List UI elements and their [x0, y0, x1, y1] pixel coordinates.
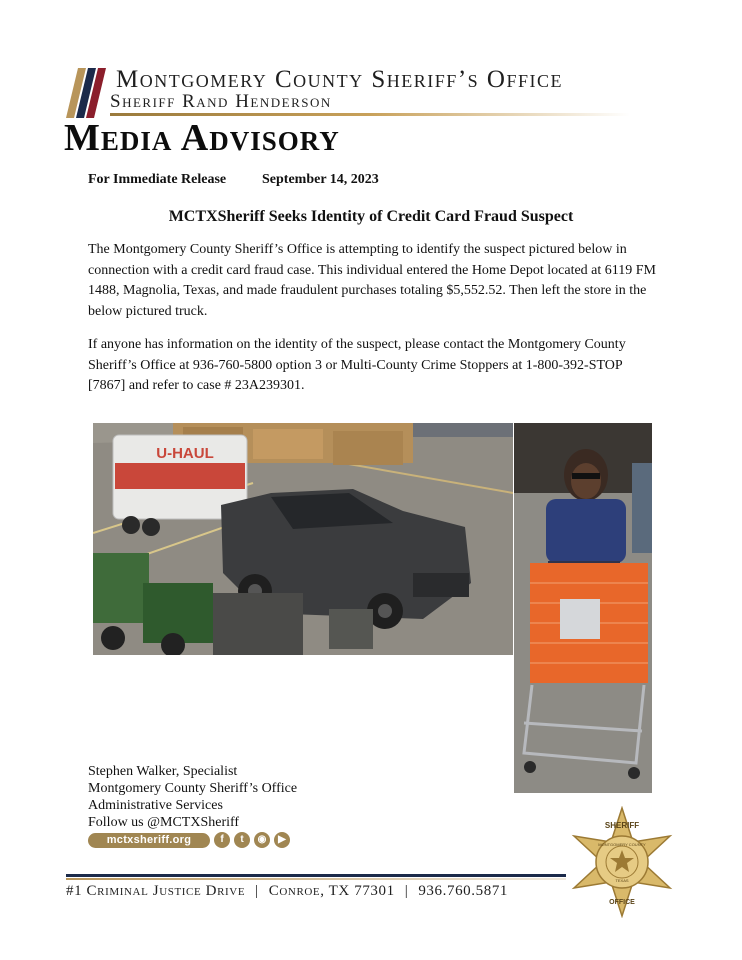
svg-text:MONTGOMERY COUNTY: MONTGOMERY COUNTY — [598, 842, 646, 847]
twitter-icon[interactable]: t — [234, 832, 250, 848]
release-date: September 14, 2023 — [262, 172, 379, 187]
footer-divider-gold — [66, 878, 566, 880]
footer-city: Conroe, TX 77301 — [268, 883, 395, 899]
sheriff-badge-icon — [566, 806, 678, 918]
truck-surveillance-photo — [93, 423, 513, 655]
trailer-label: U-HAUL — [156, 445, 214, 462]
release-label: For Immediate Release — [88, 172, 227, 187]
footer-separator: | — [404, 883, 409, 899]
svg-text:OFFICE: OFFICE — [609, 899, 635, 906]
org-name: Montgomery County Sheriff’s Office — [116, 66, 563, 93]
footer-contact — [66, 883, 508, 900]
svg-text:SHERIFF: SHERIFF — [604, 821, 640, 830]
facebook-icon[interactable]: f — [214, 832, 230, 848]
footer-phone: 936.760.5871 — [418, 883, 509, 899]
signature-office: Montgomery County Sheriff’s Office — [88, 781, 298, 796]
sheriff-name: Sheriff Rand Henderson — [110, 91, 332, 112]
youtube-icon[interactable]: ▶ — [274, 832, 290, 848]
footer-separator: | — [255, 883, 259, 899]
suspect-surveillance-photo — [514, 423, 652, 793]
signature-name: Stephen Walker, Specialist — [88, 764, 238, 779]
footer-divider-navy — [66, 874, 566, 877]
footer-address: #1 Criminal Justice Drive — [66, 883, 246, 899]
svg-text:TEXAS: TEXAS — [615, 878, 629, 883]
body-paragraph-2: If anyone has information on the identity of the suspect, please contact the Montgomery County Sheriff’s Office at 936-760-5800 option 3 or Multi-County Crime Stoppers at 1-800-392-STOP [7867] and refer to case # 23A239301. — [88, 337, 626, 393]
body-paragraph-1: The Montgomery County Sheriff’s Office is attempting to identify the suspect pictured below in connection with a credit card fraud case. This individual entered the Home Depot located at 6119 FM 1488, Magnolia, Texas, and made fraudulent purchases totaling $5,552.52. Then left the store in the below pictured truck. — [88, 242, 656, 319]
follow-us-text: Follow us @MCTXSheriff — [88, 815, 240, 830]
advisory-title: Media Advisory — [64, 117, 340, 159]
headline: MCTXSheriff Seeks Identity of Credit Card Fraud Suspect — [168, 208, 574, 225]
signature-division: Administrative Services — [88, 798, 223, 813]
sheriff-logo-stripes-icon — [66, 68, 114, 118]
instagram-icon[interactable]: ◉ — [254, 832, 270, 848]
website-link[interactable]: mctxsheriff.org — [88, 833, 210, 848]
